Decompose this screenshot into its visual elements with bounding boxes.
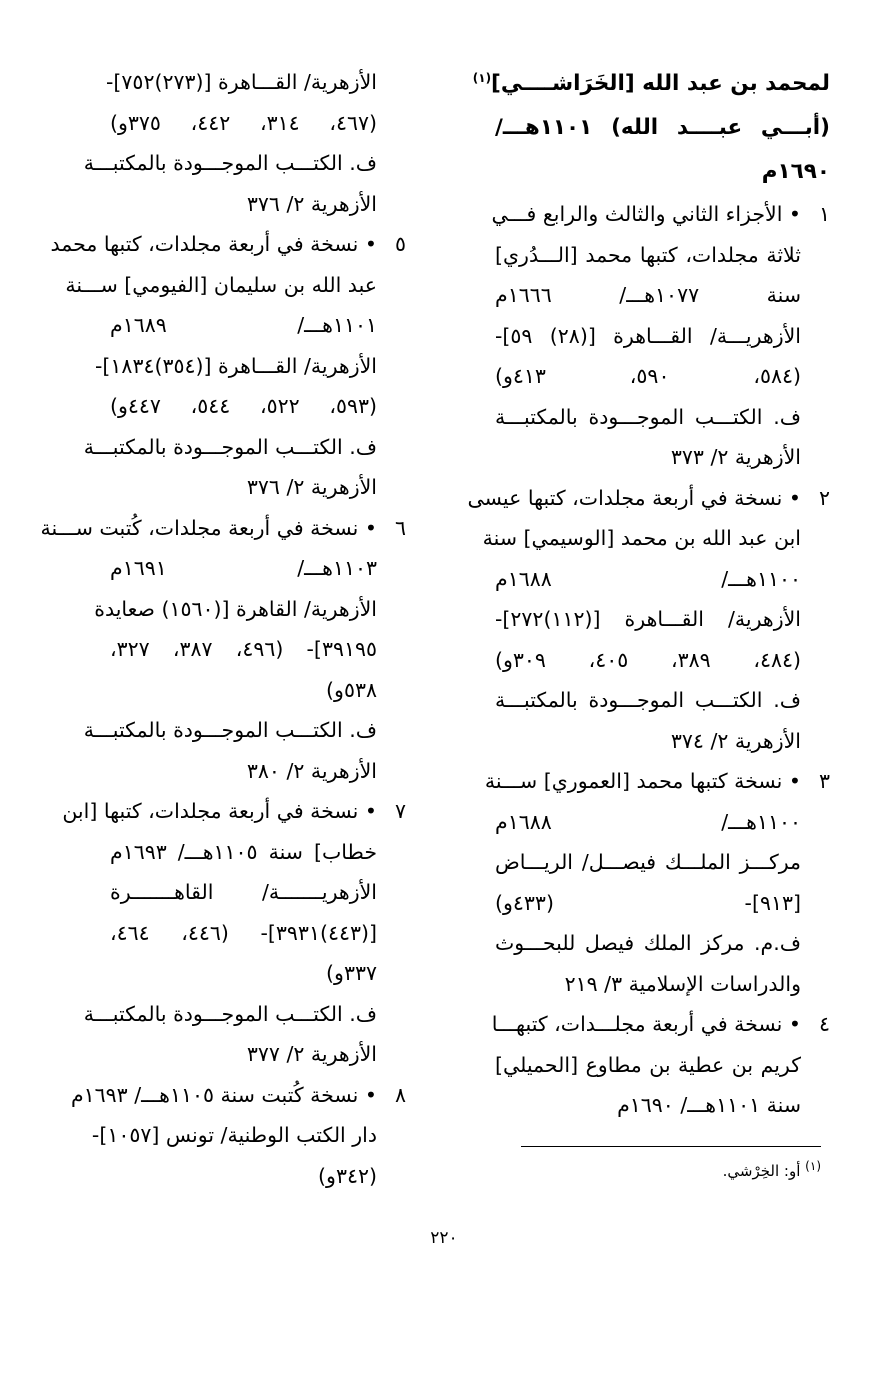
entry-line: (٤٨٤، ٣٨٩، ٤٠٥، ٣٠٩و) [495,647,801,672]
entry-line: [٩١٣]- (٤٣٣و) [495,890,801,915]
entry-line: دار الكتب الوطنية/ تونس [١٠٥٧]- [91,1123,377,1147]
heading-line-2: (أبـــي عبــــد الله) ١١٠١هـــ/ [495,115,830,140]
entry-line: (٥٨٤، ٥٩٠، ٤١٣و) [495,364,801,388]
entry-text: • نسخة في أربعة مجلدات، كتبها عيسى [467,485,801,510]
left-column [40,62,406,1196]
entry-line [70,1075,406,1116]
manuscript-entry [491,1004,830,1126]
entry-line: ١١٠٠هـــ/ ١٦٨٨م [495,566,801,591]
entry-heading [472,62,830,194]
heading-text-1: لمحمد بن عبد الله [الخَرَاشــــي] [491,71,830,96]
entry-line [40,508,406,549]
entry-line: ف. الكتـــب الموجـــودة بالمكتبـــة [83,718,377,742]
entry-line [467,478,830,519]
right-column [467,62,830,1126]
entry-line: ف. الكتـــب الموجـــودة بالمكتبـــة [83,1001,377,1026]
entry-line: ٥٣٨و) [326,677,377,702]
right-entries [467,194,830,1126]
entry-line: سنة ١٠٧٧هـــ/ ١٦٦٦م [495,283,801,307]
entry-line: الأزهريـــة/ القـــاهرة [(٢٨) ٥٩]- [495,323,801,348]
entry-line: خطاب] سنة ١١٠٥هـــ/ ١٦٩٣م [110,839,377,864]
entry-line: عبد الله بن سليمان [الفيومي] ســـنة [65,272,377,297]
entry-number: ٣ [818,769,830,793]
manuscript-entry [484,761,830,1004]
entry-line: كريم بن عطية بن مطاوع [الحميلي] [495,1052,801,1077]
entry-number: ٨ [394,1082,406,1107]
entry-line: ف. الكتـــب الموجـــودة بالمكتبـــة [495,688,801,712]
entry-line: ١١٠٠هـــ/ ١٦٨٨م [495,809,801,834]
manuscript-entry [467,478,830,762]
entry-line [484,761,830,802]
entry-number: ٦ [394,515,406,540]
entry-number: ٢ [818,485,830,510]
entry-line: الأزهرية ٢/ ٣٧٧ [246,1042,377,1066]
entry-line: الأزهرية/ القاهرة [(١٥٦٠) صعايدة [94,596,377,621]
entry-line: سنة ١١٠١هـــ/ ١٦٩٠م [617,1093,801,1117]
entry-line: ف. الكتـــب الموجـــودة بالمكتبـــة [495,404,801,429]
entry-line: (٣٤٢و) [318,1163,377,1188]
entry-line [50,224,406,265]
entry-line [62,791,406,832]
entry-line: الأزهرية ٢/ ٣٧٦ [246,475,377,499]
entry-text: • نسخة كتبها محمد [العموري] ســـنة [484,769,801,793]
entry-number: ٧ [394,799,406,823]
entry-line: (٥٩٣، ٥٢٢، ٥٤٤، ٤٤٧و) [110,394,377,418]
entry-line: الأزهرية ٢/ ٣٧٤ [670,728,801,753]
entry-line: ف.م. مركز الملك فيصل للبحـــوث [495,931,801,955]
manuscript-entry [83,62,406,224]
entry-line: ١١٠١هـــ/ ١٦٨٩م [110,313,377,337]
entry-line: ابن عبد الله بن محمد [الوسيمي] سنة [482,526,801,550]
heading-line-3: ١٦٩٠م [761,159,830,184]
entry-line: الأزهرية ٢/ ٣٧٣ [670,445,801,469]
entry-text: • نسخة في أربعة مجلدات، كتبها [ابن [62,799,377,823]
entry-text: • نسخة في أربعة مجلـــدات، كتبهـــا [491,1012,801,1036]
page-number: ٢٢٠ [430,1228,458,1248]
entry-line: ٣٩١٩٥]- (٤٩٦، ٣٨٧، ٣٢٧، [110,637,377,661]
footnote-marker: (١) [472,70,492,85]
left-entries [40,62,406,1196]
footnote-separator [521,1146,821,1147]
footnote-marker-bottom: (١) [805,1159,821,1173]
manuscript-entry [62,791,406,1075]
entry-line: والدراسات الإسلامية ٣/ ٢١٩ [564,971,801,996]
entry-text: • نسخة في أربعة مجلدات، كُتبت ســـنة [40,515,377,540]
entry-line: الأزهريـــــــة/ القاهـــــــرة [110,880,377,904]
entry-line: ٣٣٧و) [326,961,377,985]
entry-line [491,194,830,235]
entry-line: ف. الكتـــب الموجـــودة بالمكتبـــة [83,434,377,459]
entry-number: ٥ [394,232,406,256]
entry-line: ثلاثة مجلدات، كتبها محمد [الـــدُري] [495,242,801,267]
entry-line: مركـــز الملـــك فيصـــل/ الريـــاض [495,850,801,874]
entry-text: • نسخة كُتبت سنة ١١٠٥هـــ/ ١٦٩٣م [70,1082,377,1107]
entry-number: ٤ [818,1012,830,1036]
manuscript-entry [50,224,406,508]
entry-number: ١ [818,202,830,226]
entry-line: الأزهرية ٢/ ٣٧٦ [246,191,377,216]
entry-line: الأزهرية/ القـــاهرة [(٢٧٣)٧٥٢]- [106,70,377,94]
entry-line: الأزهرية/ القـــاهرة [(٣٥٤)١٨٣٤]- [95,353,377,378]
entry-line: ١١٠٣هـــ/ ١٦٩١م [110,556,377,580]
entry-text: • نسخة في أربعة مجلدات، كتبها محمد [50,232,377,256]
footnote [722,1159,821,1180]
entry-line: (٤٦٧، ٣١٤، ٤٤٢، ٣٧٥و) [110,110,377,135]
footnote-text: أو: الخِرْشي. [722,1162,801,1180]
entry-line: [(٤٤٣)٣٩٣١]- (٤٤٦، ٤٦٤، [110,920,377,945]
entry-line: الأزهرية/ القـــاهرة [(١١٢)٢٧٢]- [495,607,801,631]
entry-line: الأزهرية ٢/ ٣٨٠ [246,758,377,783]
manuscript-entry [491,194,830,478]
heading-line-1 [472,62,830,106]
entry-line [491,1004,830,1045]
manuscript-entry [70,1075,406,1197]
manuscript-entry [40,508,406,792]
entry-text: • الأجزاء الثاني والثالث والرابع فـــي [491,202,801,226]
entry-line: ف. الكتـــب الموجـــودة بالمكتبـــة [83,151,377,175]
